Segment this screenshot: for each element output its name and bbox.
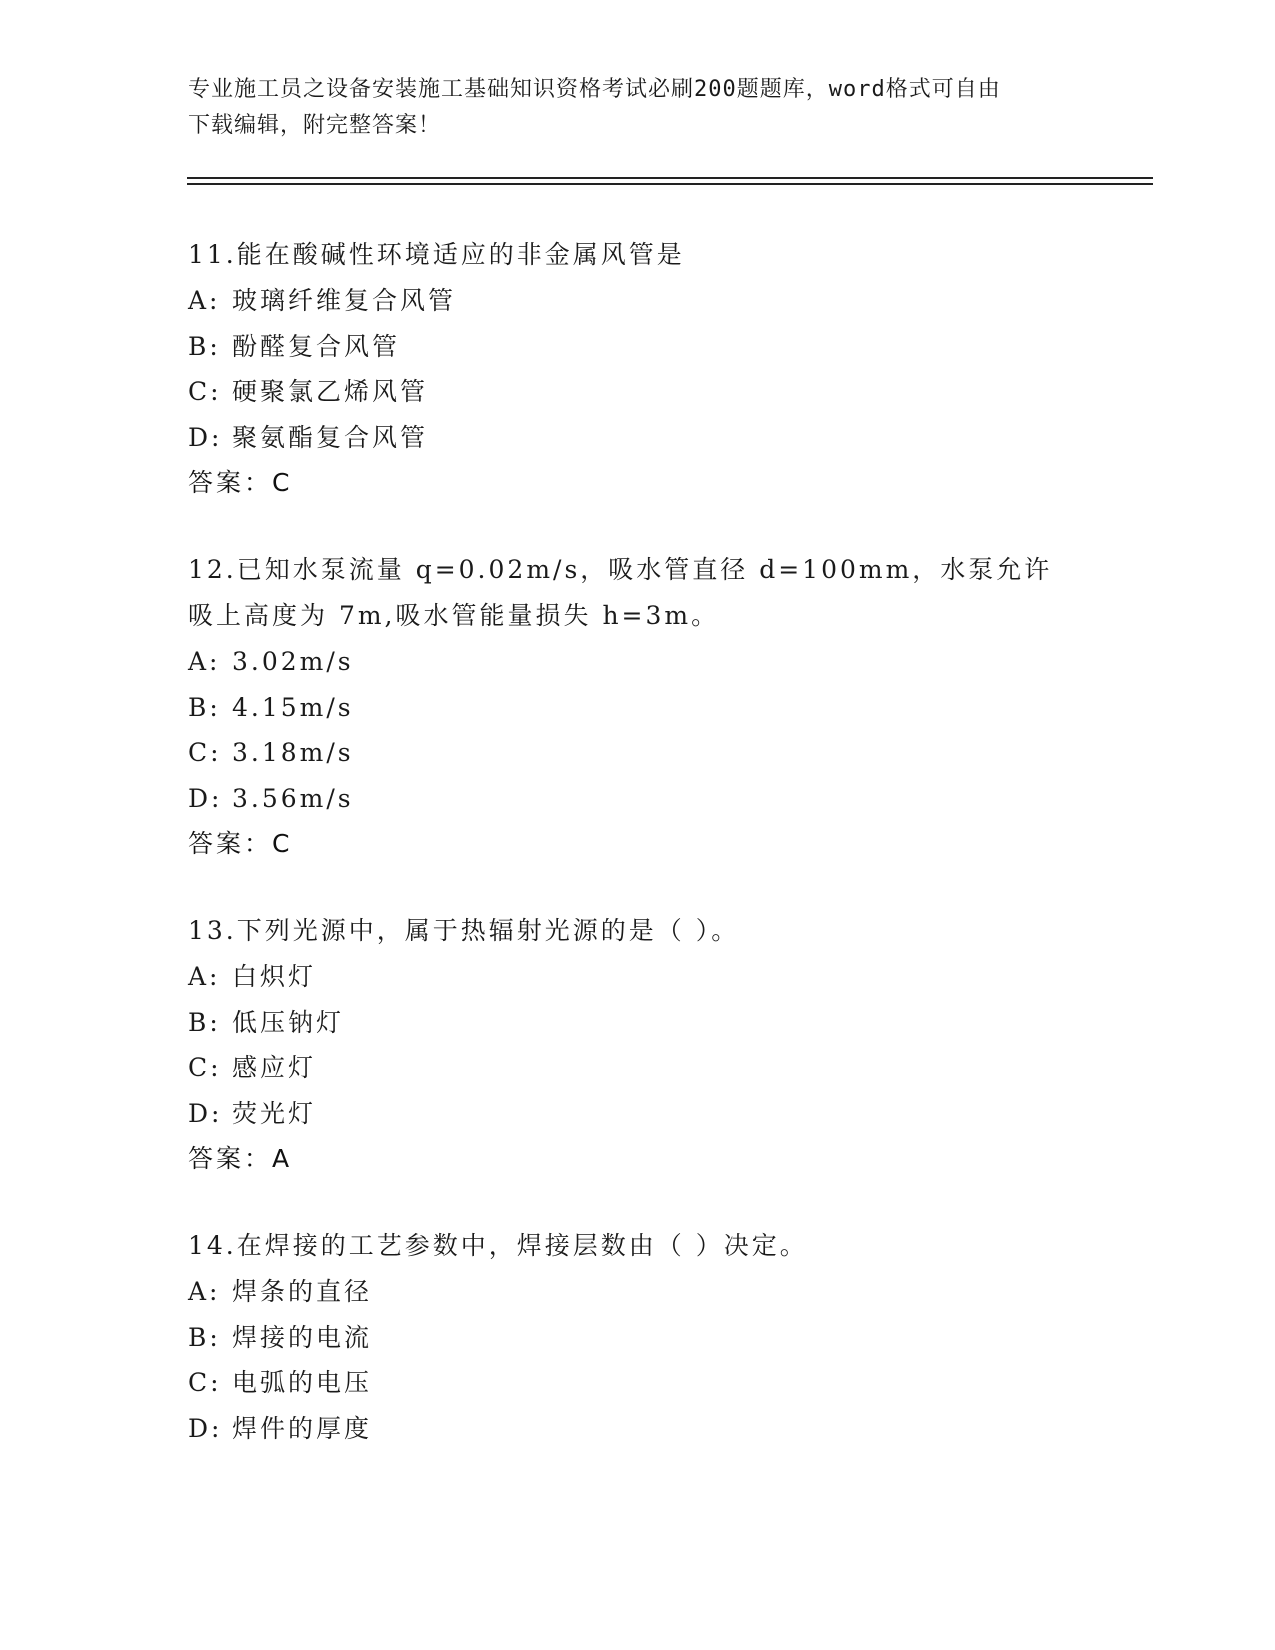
question-title: 14.在焊接的工艺参数中，焊接层数由（ ）决定。 — [188, 1231, 808, 1260]
option-d — [188, 1406, 1088, 1452]
option-letter: B: — [188, 1322, 221, 1352]
option-b — [188, 1000, 1088, 1046]
option-text: 玻璃纤维复合风管 — [232, 286, 457, 315]
option-text: 4.15m/s — [232, 692, 354, 722]
question-13 — [188, 908, 1088, 1182]
option-b — [188, 324, 1088, 370]
option-text: 白炽灯 — [232, 962, 317, 991]
question-title: 12.已知水泵流量 q=0.02m/s，吸水管直径 d=100mm，水泵允许吸上高度为 7m,吸水管能量损失 h=3m。 — [188, 555, 1053, 630]
option-text: 焊件的厚度 — [232, 1413, 373, 1443]
option-letter: D: — [188, 422, 223, 452]
option-text: 电弧的电压 — [232, 1368, 373, 1397]
option-text: 3.56m/s — [232, 783, 354, 813]
option-text: 酚醛复合风管 — [232, 331, 401, 361]
answer-line: 答案：A — [188, 1144, 293, 1173]
question-title: 11.能在酸碱性环境适应的非金属风管是 — [188, 240, 685, 269]
option-c — [188, 1360, 1088, 1406]
option-c — [188, 1045, 1088, 1091]
option-text: 聚氨酯复合风管 — [232, 422, 429, 452]
question-14 — [188, 1223, 1088, 1451]
option-letter: A: — [188, 286, 221, 315]
header-line-2: 下载编辑，附完整答案！ — [188, 113, 442, 138]
option-text: 硬聚氯乙烯风管 — [232, 377, 429, 406]
option-c — [188, 369, 1088, 415]
option-letter: D: — [188, 783, 223, 813]
option-text: 荧光灯 — [232, 1098, 317, 1128]
option-letter: A: — [188, 962, 221, 991]
option-a — [188, 954, 1088, 1000]
option-text: 3.02m/s — [232, 647, 354, 676]
option-text: 焊接的电流 — [232, 1322, 373, 1352]
option-letter: D: — [188, 1098, 223, 1128]
option-letter: B: — [188, 692, 221, 722]
document-header — [188, 72, 1088, 144]
option-letter: C: — [188, 1368, 222, 1397]
option-b — [188, 1315, 1088, 1361]
option-d — [188, 776, 1088, 822]
option-text: 低压钠灯 — [232, 1007, 345, 1037]
option-text: 3.18m/s — [232, 738, 354, 767]
option-a — [188, 1269, 1088, 1315]
option-letter: D: — [188, 1413, 223, 1443]
option-letter: C: — [188, 1053, 222, 1082]
option-a — [188, 278, 1088, 324]
option-b — [188, 685, 1088, 731]
question-11 — [188, 232, 1088, 506]
option-d — [188, 1091, 1088, 1137]
option-a — [188, 639, 1088, 685]
option-c — [188, 730, 1088, 776]
option-letter: A: — [188, 647, 221, 676]
option-letter: B: — [188, 1007, 221, 1037]
header-divider-bottom — [187, 183, 1153, 185]
option-letter: B: — [188, 331, 221, 361]
answer-line: 答案：C — [188, 829, 293, 858]
header-line-1: 专业施工员之设备安装施工基础知识资格考试必刷200题题库，word格式可自由 — [188, 77, 1001, 102]
question-12 — [188, 547, 1088, 867]
option-letter: A: — [188, 1277, 221, 1306]
option-letter: C: — [188, 738, 222, 767]
header-divider-top — [187, 177, 1153, 179]
option-text: 感应灯 — [232, 1053, 317, 1082]
option-d — [188, 415, 1088, 461]
question-list — [188, 232, 1088, 1492]
option-text: 焊条的直径 — [232, 1277, 373, 1306]
answer-line: 答案：C — [188, 468, 293, 497]
question-title: 13.下列光源中，属于热辐射光源的是（ ）。 — [188, 916, 740, 945]
option-letter: C: — [188, 377, 222, 406]
